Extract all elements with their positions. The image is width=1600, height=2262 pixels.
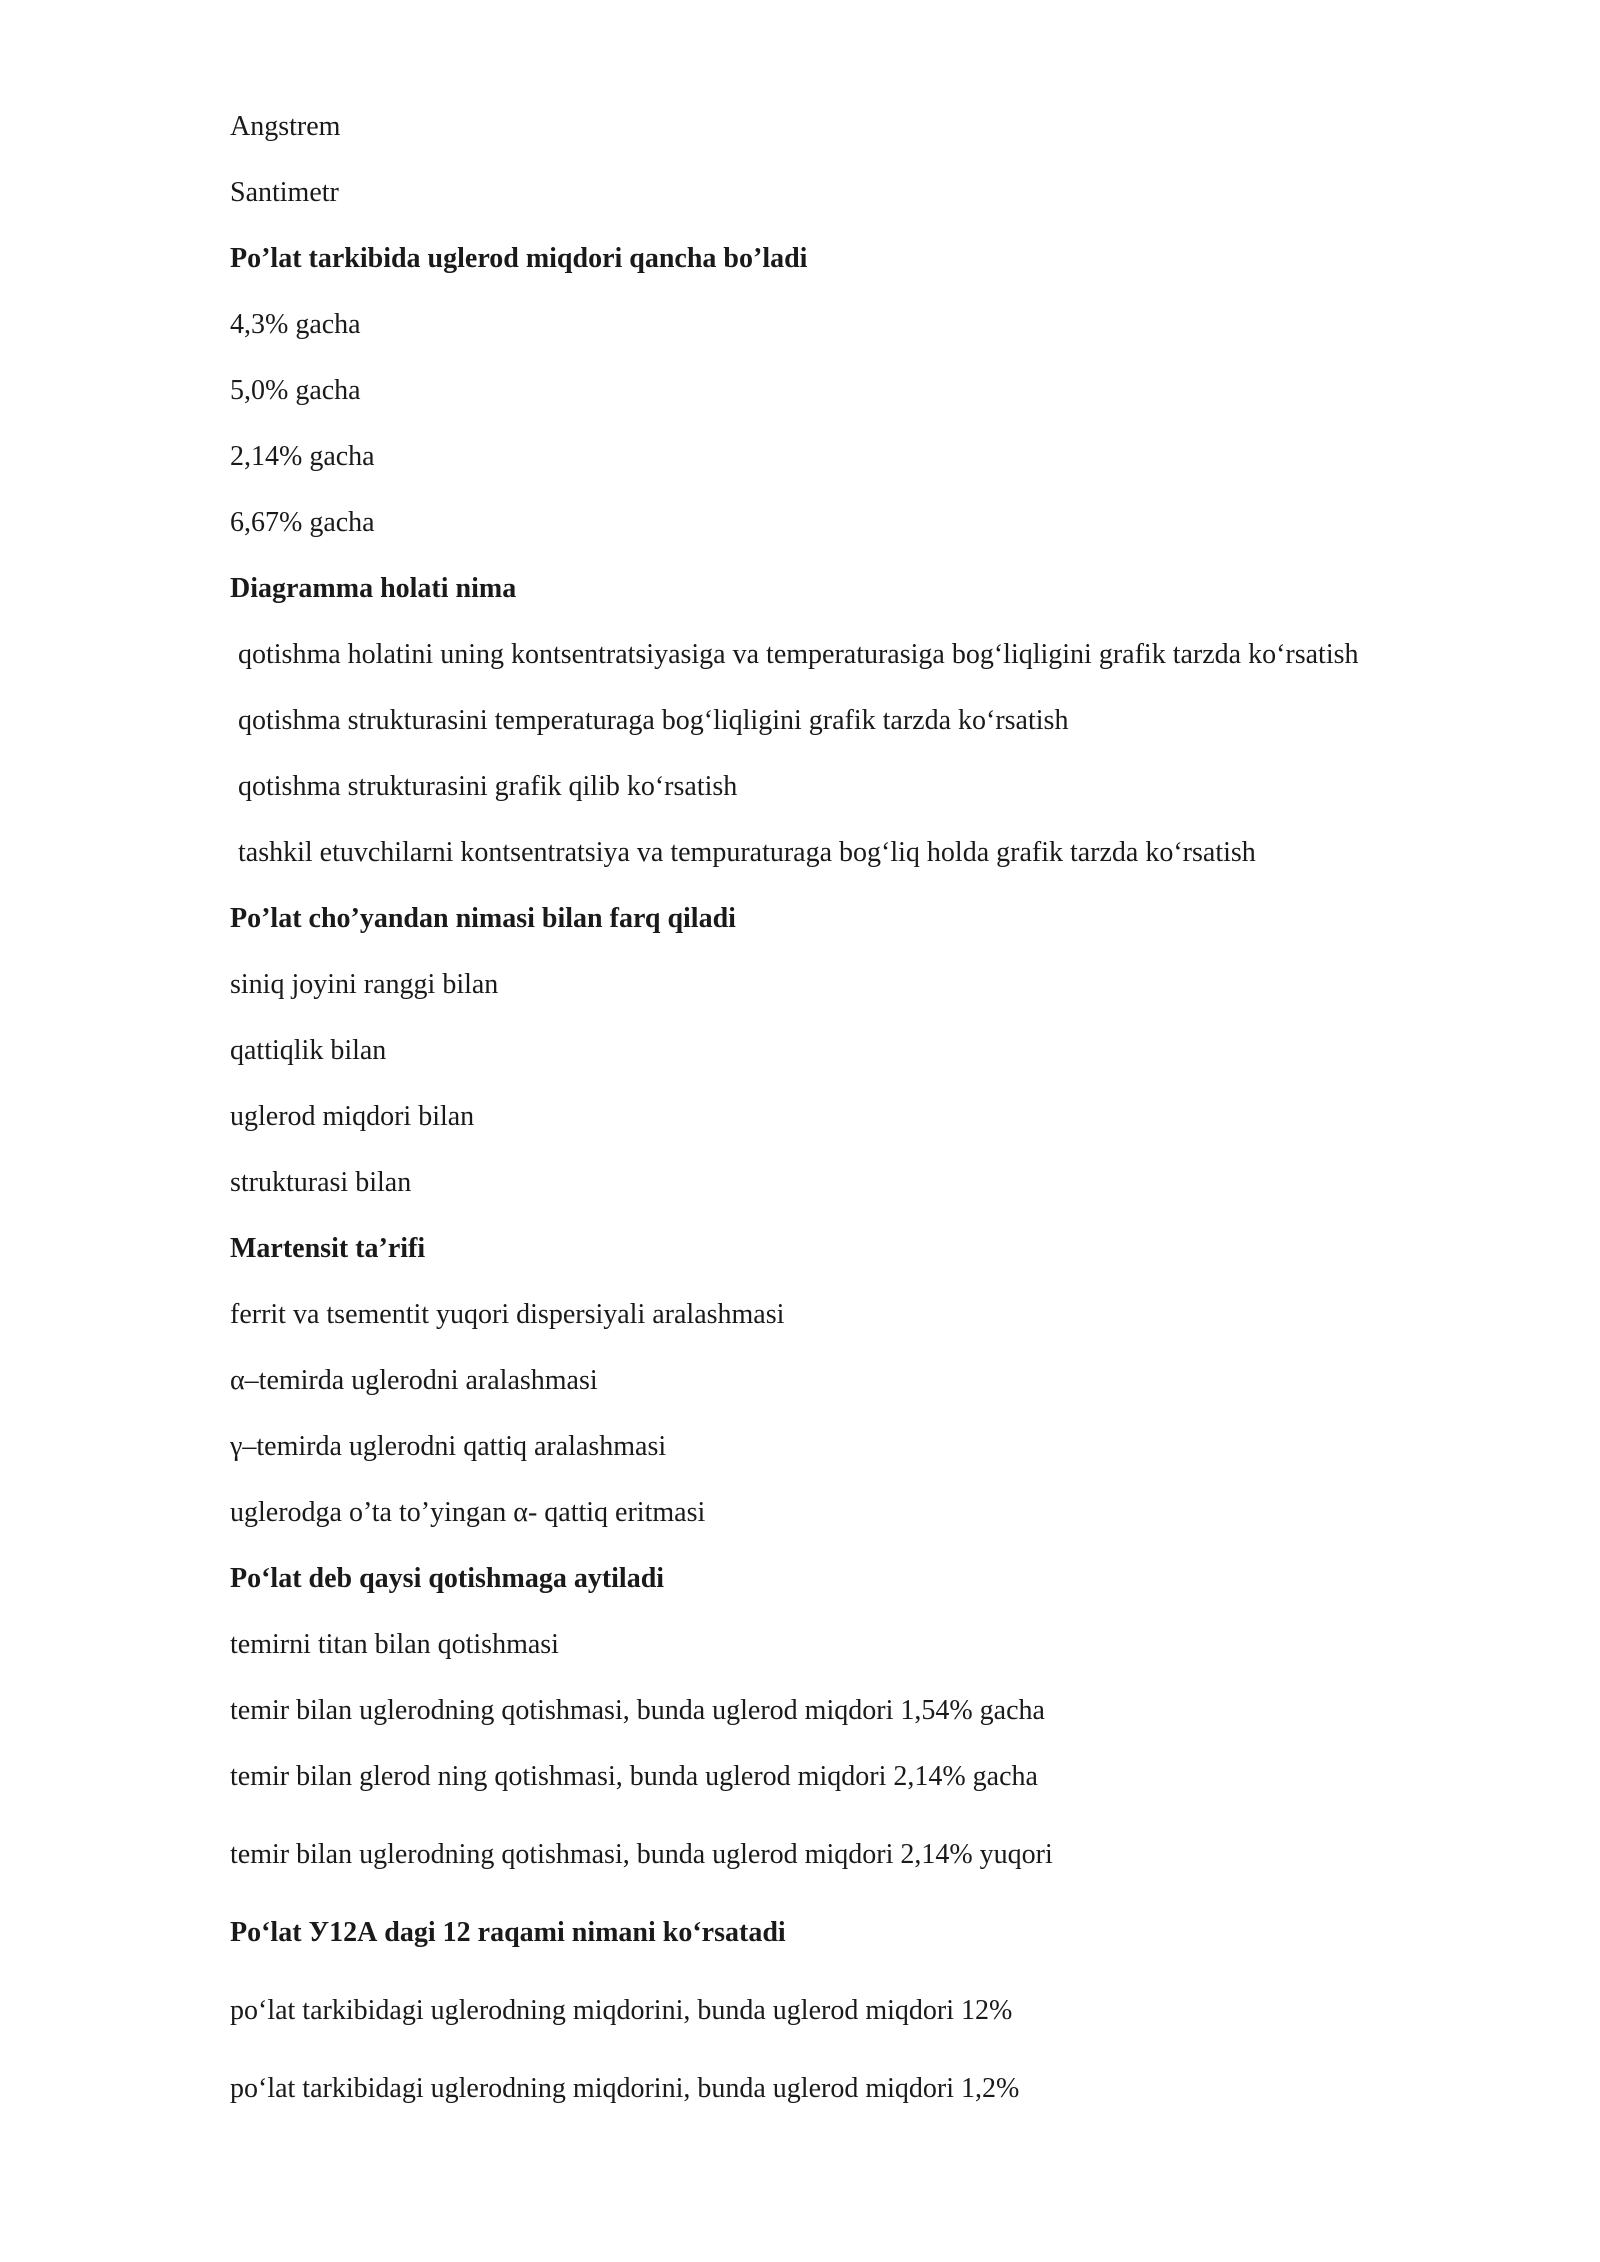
question-line: Po‘lat У12А dagi 12 raqami nimani ko‘rsatadi [230,1917,786,1948]
answer-line: qotishma holatini uning kontsentratsiyasiga va temperaturasiga bog‘liqligini grafik tarzda ko‘rsatish [238,639,1359,670]
answer-line: Angstrem [230,111,341,142]
answer-line: 4,3% gacha [230,309,361,340]
question-line: Po’lat tarkibida uglerod miqdori qancha bo’ladi [230,243,808,274]
answer-line: qattiqlik bilan [230,1035,387,1066]
answer-line: tashkil etuvchilarni kontsentratsiya va tempuraturaga bog‘liq holda grafik tarzda ko‘rsatish [238,837,1256,868]
question-line: Martensit ta’rifi [230,1233,426,1264]
answer-line: 2,14% gacha [230,441,375,472]
question-line: Po’lat cho’yandan nimasi bilan farq qiladi [230,903,736,934]
answer-line: 6,67% gacha [230,507,375,538]
document-page [230,110,1570,2138]
answer-line: γ–temirda uglerodni qattiq aralashmasi [230,1431,667,1462]
answer-line: qotishma strukturasini temperaturaga bog‘liqligini grafik tarzda ko‘rsatish [238,705,1069,736]
answer-line: Santimetr [230,177,339,208]
answer-line: temir bilan uglerodning qotishmasi, bunda uglerod miqdori 1,54% gacha [230,1695,1045,1726]
answer-line: po‘lat tarkibidagi uglerodning miqdorini, bunda uglerod miqdori 12% [230,1995,1013,2026]
question-line: Diagramma holati nima [230,573,517,604]
answer-line: siniq joyini ranggi bilan [230,969,499,1000]
answer-line: po‘lat tarkibidagi uglerodning miqdorini, bunda uglerod miqdori 1,2% [230,2073,1020,2104]
answer-line: α–temirda uglerodni aralashmasi [230,1365,598,1396]
answer-line: 5,0% gacha [230,375,361,406]
answer-line: ferrit va tsementit yuqori dispersiyali aralashmasi [230,1299,785,1330]
question-line: Po‘lat deb qaysi qotishmaga aytiladi [230,1563,665,1594]
answer-line: temirni titan bilan qotishmasi [230,1629,559,1660]
answer-line: temir bilan uglerodning qotishmasi, bunda uglerod miqdori 2,14% yuqori [230,1839,1053,1870]
answer-line: strukturasi bilan [230,1167,412,1198]
answer-line: temir bilan glerod ning qotishmasi, bunda uglerod miqdori 2,14% gacha [230,1761,1038,1792]
answer-line: qotishma strukturasini grafik qilib ko‘rsatish [238,771,738,802]
answer-line: uglerodga o’ta to’yingan α- qattiq eritmasi [230,1497,706,1528]
answer-line: uglerod miqdori bilan [230,1101,475,1132]
